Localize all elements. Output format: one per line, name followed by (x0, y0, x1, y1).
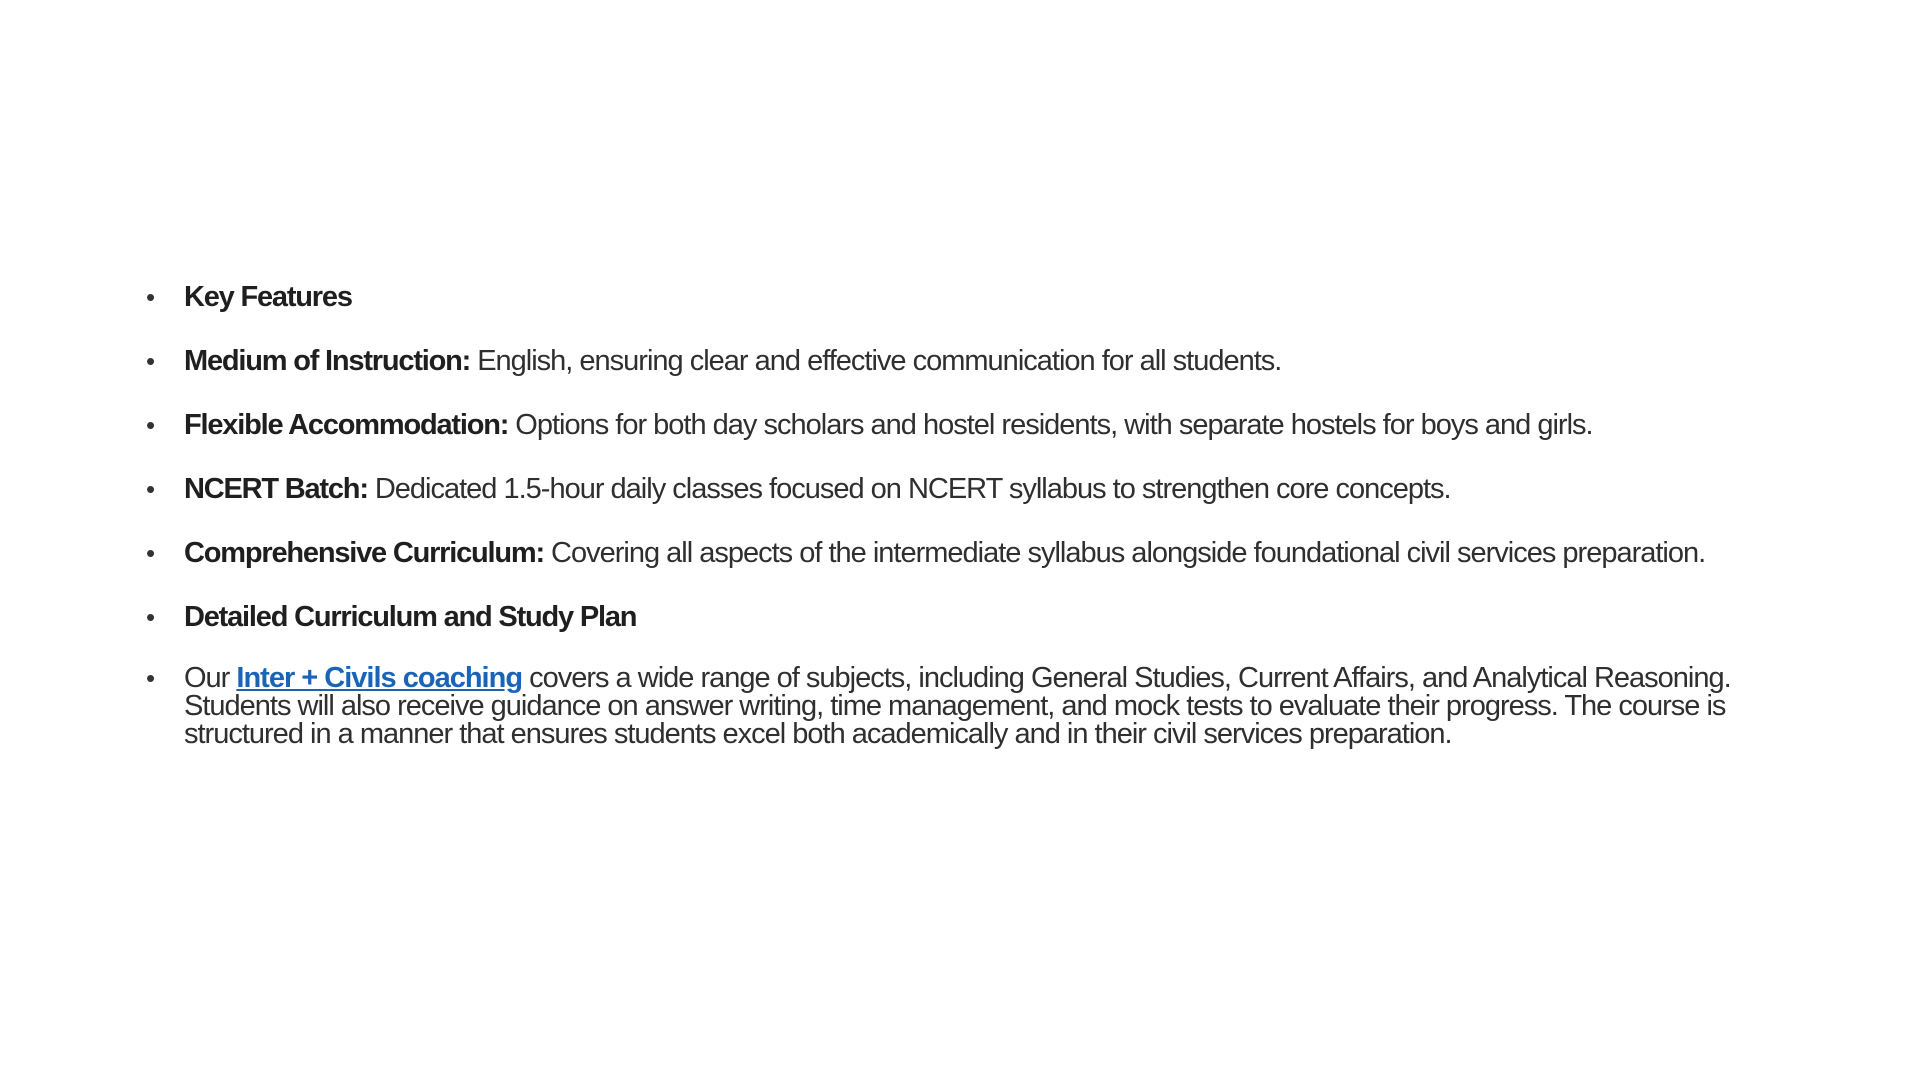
bullet-icon: • (146, 346, 155, 376)
list-item-ncert (144, 472, 1794, 506)
list-item-study-plan (144, 600, 1794, 634)
list-item-accommodation (144, 408, 1794, 442)
list-item-curriculum (144, 536, 1794, 570)
bullet-icon: • (146, 282, 155, 312)
item-label: Medium of Instruction: (184, 345, 471, 377)
list-item-medium (144, 344, 1794, 378)
list-item-key-features (144, 280, 1794, 314)
bullet-icon: • (146, 602, 155, 632)
bullet-icon: • (146, 474, 155, 504)
paragraph-prefix: Our (184, 662, 237, 694)
bullet-icon: • (146, 663, 155, 693)
feature-list (144, 280, 1794, 778)
paragraph-body: covers a wide range of subjects, including General Studies, Current Affairs, and Analytical Reasoning. Students will also receive guidance on answer writing, time management, and mock tests to evaluate their progress. The course is structured in a manner that ensures students excel both academically and in their civil services preparation. (184, 662, 1731, 750)
item-label: Comprehensive Curriculum: (184, 537, 544, 569)
inter-civils-coaching-link[interactable]: Inter + Civils coaching (236, 662, 523, 694)
bullet-icon: • (146, 410, 155, 440)
item-label: Key Features (184, 281, 352, 313)
item-label: Detailed Curriculum and Study Plan (184, 601, 637, 633)
list-item-paragraph (144, 664, 1794, 748)
item-text: English, ensuring clear and effective communication for all students. (470, 345, 1282, 377)
item-label: Flexible Accommodation: (184, 409, 509, 441)
item-text: Dedicated 1.5-hour daily classes focused on NCERT syllabus to strengthen core concepts. (367, 473, 1451, 505)
item-label: NCERT Batch: (184, 473, 368, 505)
bullet-icon: • (146, 538, 155, 568)
item-text: Options for both day scholars and hostel residents, with separate hostels for boys and girls. (508, 409, 1593, 441)
item-text: Covering all aspects of the intermediate syllabus alongside foundational civil services preparation. (543, 537, 1706, 569)
